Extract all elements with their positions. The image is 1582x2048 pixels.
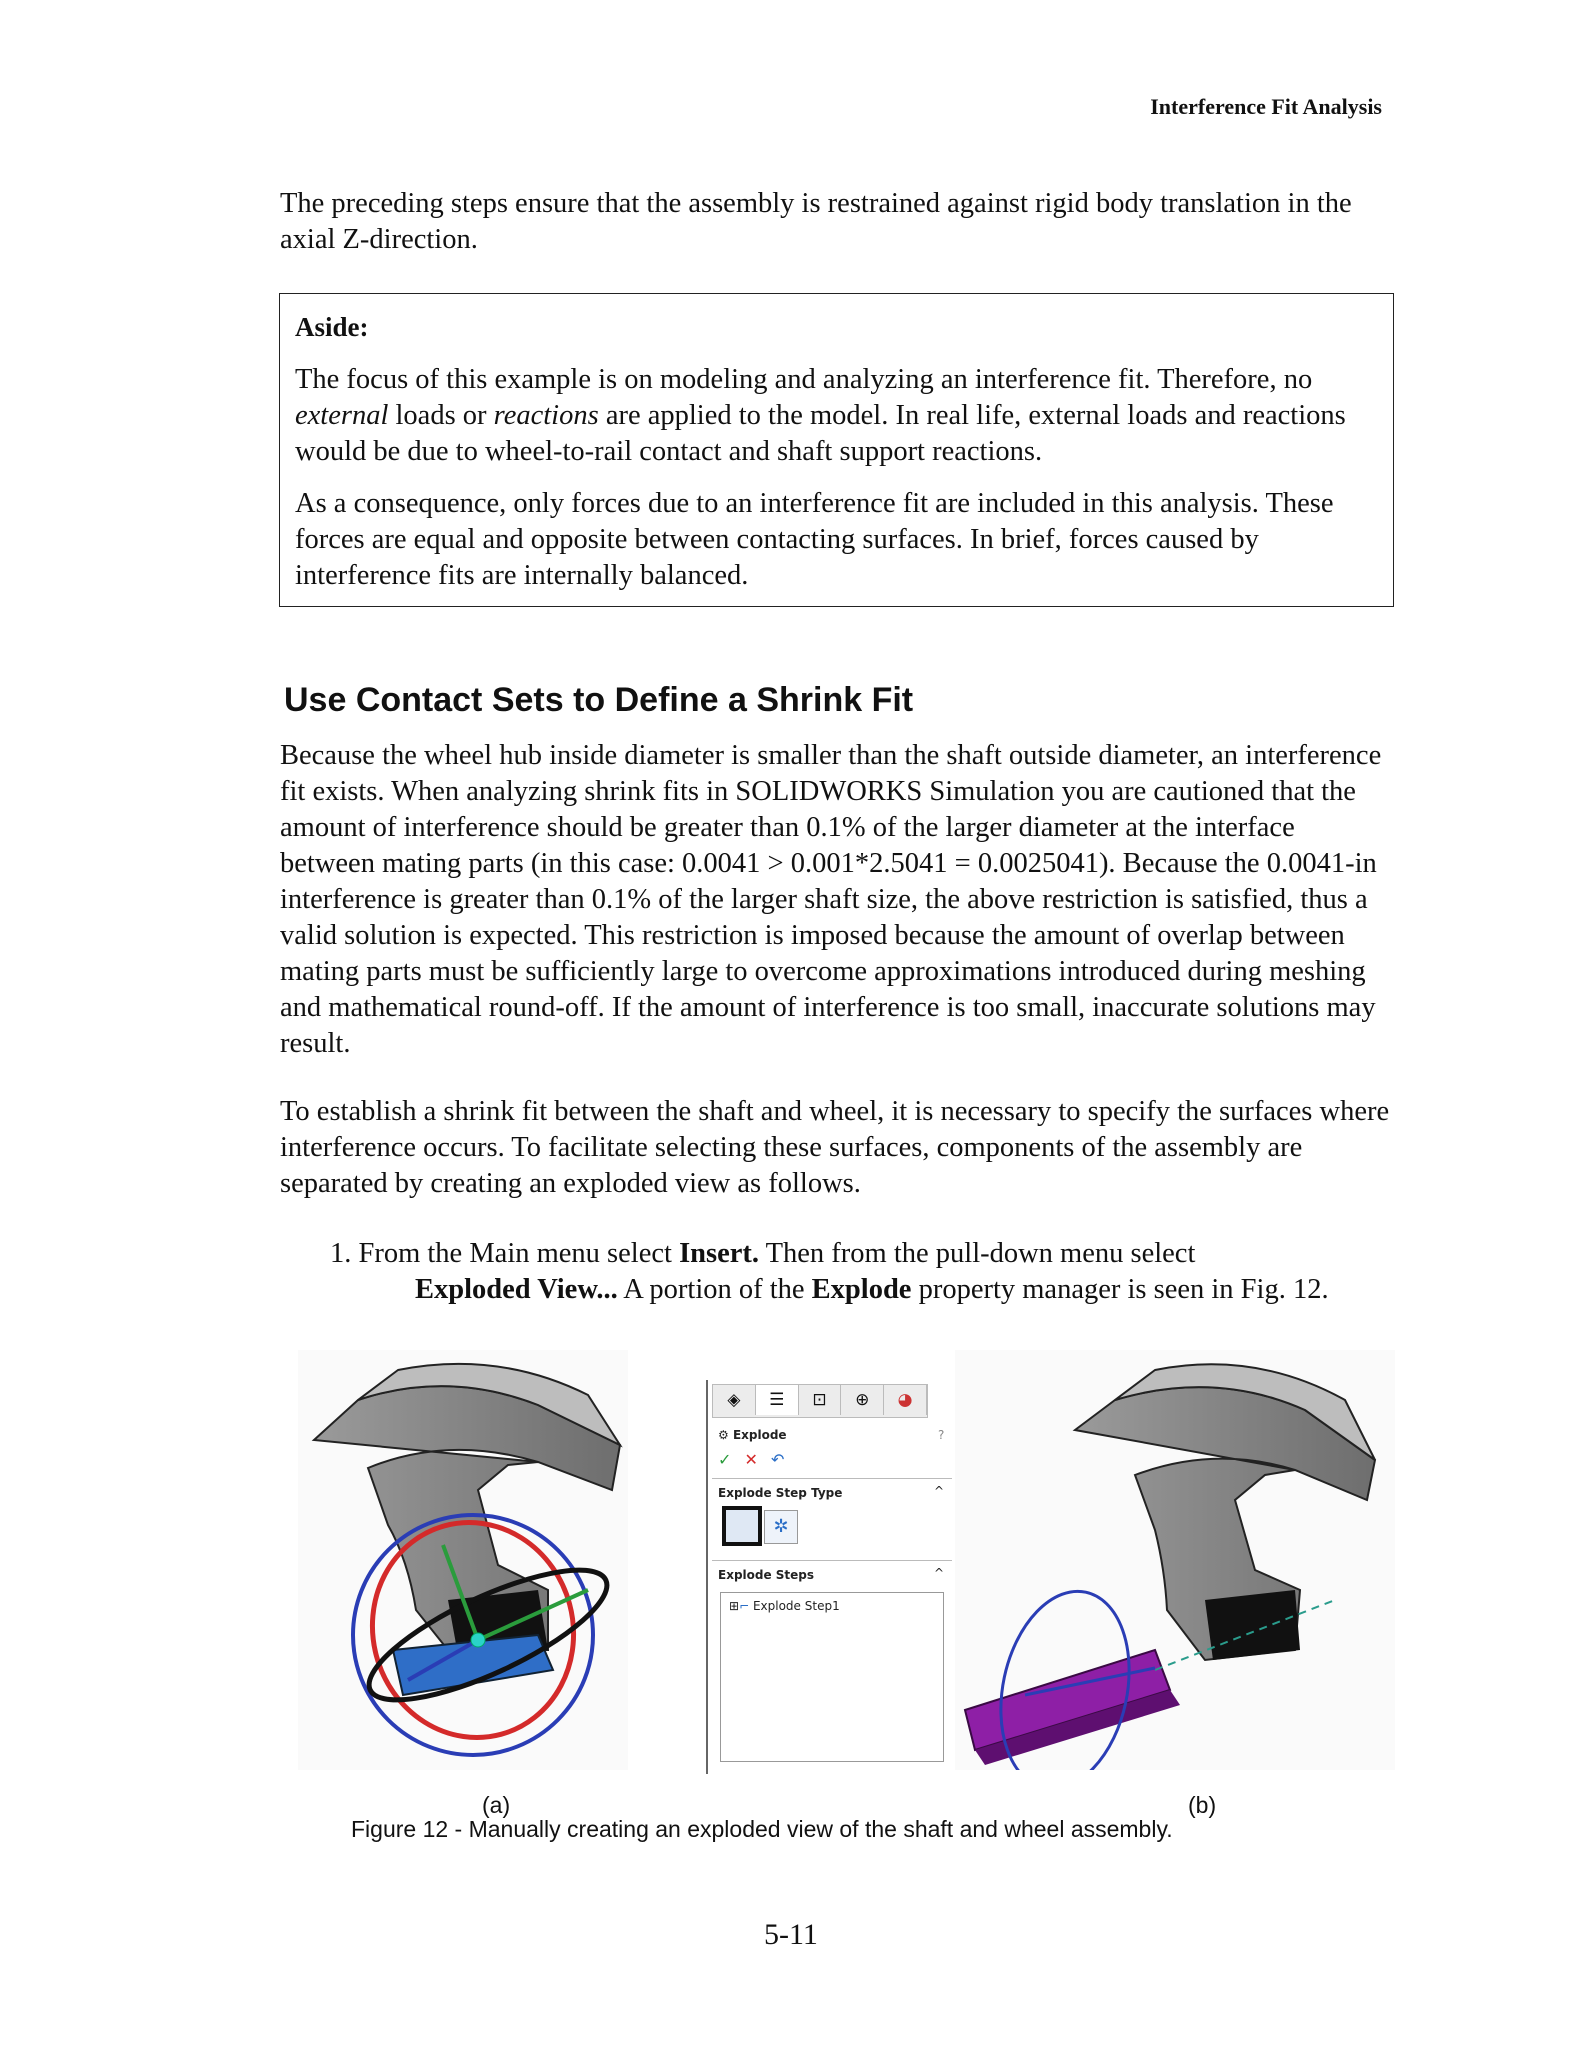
tab-feature-manager[interactable] — [713, 1385, 756, 1415]
tree-item-label: Explode Step1 — [752, 1599, 840, 1613]
intro-paragraph: The preceding steps ensure that the assembly is restrained against rigid body translation in the axial Z-direction. — [280, 188, 1352, 255]
figure-b-panel — [955, 1350, 1395, 1770]
section-title: Use Contact Sets to Define a Shrink Fit — [284, 681, 914, 719]
body-paragraph-2: To establish a shrink fit between the shaft and wheel, it is necessary to specify the surfaces where interference occurs. To facilitate selecting these surfaces, components of the assembly are separated by creating an exploded view as follows. — [280, 1096, 1390, 1199]
aside-paragraph-1: The focus of this example is on modeling and analyzing an interference fit. Therefore, no external loads or reactions are applied to the model. In real life, external loads and reactions would be due to wheel-to-rail contact and shaft support reactions. — [295, 364, 1346, 467]
page-number: 5-11 — [764, 1918, 818, 1951]
explode-steps-list[interactable] — [720, 1592, 944, 1762]
collapse-steps-icon[interactable]: ^ — [934, 1566, 945, 1580]
tab-property-manager[interactable] — [756, 1385, 799, 1415]
explode-step-type-label: Explode Step Type — [718, 1486, 843, 1500]
running-head: Interference Fit Analysis — [1150, 94, 1382, 119]
triad-origin — [471, 1633, 485, 1647]
step-icon: ⌐ — [739, 1599, 750, 1613]
color-wheel-icon: ◕ — [897, 1390, 913, 1410]
figure-label-b: (b) — [1188, 1792, 1217, 1818]
figure-a-model — [298, 1350, 628, 1770]
explode-steps-label: Explode Steps — [718, 1568, 815, 1582]
tab-configuration-manager[interactable] — [799, 1385, 842, 1415]
ok-icon[interactable]: ✓ — [718, 1450, 732, 1469]
crosshair-icon: ⊕ — [855, 1390, 870, 1410]
divider — [712, 1478, 952, 1479]
figure-label-a: (a) — [482, 1792, 511, 1818]
list-icon: ☰ — [769, 1390, 785, 1410]
step-1: 1. From the Main menu select Insert. Then from the pull-down menu select Exploded View... A portion of the Explode property manager is seen in Fig. 12. — [330, 1238, 1329, 1305]
explode-icon: ⚙ — [718, 1428, 729, 1442]
body-paragraph-1: Because the wheel hub inside diameter is smaller than the shaft outside diameter, an interference fit exists. When analyzing shrink fits in SOLIDWORKS Simulation you are cautioned that the amount of interference should be greater than 0.1% of the larger diameter at the interface between mating parts (in this case: 0.0041 > 0.001*2.5041 = 0.0025041). Because the 0.0041-in interference is greater than 0.1% of the larger shaft size, the above restriction is satisfied, thus a valid solution is expected. This restriction is imposed because the amount of overlap between mating parts must be sufficiently large to overcome approximations introduced during meshing and mathematical round-off. If the amount of interference is too small, inaccurate solutions may result. — [280, 740, 1382, 1059]
pm-header — [718, 1428, 787, 1442]
explode-property-manager — [706, 1380, 958, 1774]
pm-title: Explode — [732, 1428, 787, 1442]
cube-icon: ◈ — [727, 1390, 741, 1410]
figure-a-panel — [298, 1350, 628, 1770]
radial-step-button[interactable] — [764, 1510, 798, 1544]
figure-caption: Figure 12 - Manually creating an exploded view of the shaft and wheel assembly. — [351, 1816, 1173, 1842]
tree-item-explode-step1[interactable] — [729, 1599, 840, 1613]
figure-b-model — [955, 1350, 1395, 1770]
expand-icon[interactable]: ⊞ — [729, 1599, 740, 1613]
divider — [712, 1560, 952, 1561]
pm-tab-bar — [712, 1384, 928, 1418]
regular-step-button[interactable] — [722, 1506, 762, 1546]
cancel-icon[interactable]: ✕ — [744, 1450, 758, 1469]
help-icon[interactable]: ? — [938, 1428, 945, 1442]
aside-paragraph-2: As a consequence, only forces due to an interference fit are included in this analysis. These forces are equal and opposite between contacting surfaces. In brief, forces caused by interference fits are internally balanced. — [295, 488, 1334, 591]
aside-title: Aside: — [295, 312, 369, 342]
tab-display-manager[interactable] — [884, 1385, 927, 1415]
config-icon: ⊡ — [812, 1390, 827, 1410]
tab-dimxpert[interactable] — [841, 1385, 884, 1415]
wheel-hub-dark — [1205, 1590, 1300, 1660]
collapse-step-type-icon[interactable]: ^ — [934, 1484, 945, 1498]
pm-actions — [718, 1450, 784, 1469]
radial-icon: ✲ — [773, 1516, 789, 1537]
undo-icon[interactable]: ↶ — [771, 1450, 785, 1469]
